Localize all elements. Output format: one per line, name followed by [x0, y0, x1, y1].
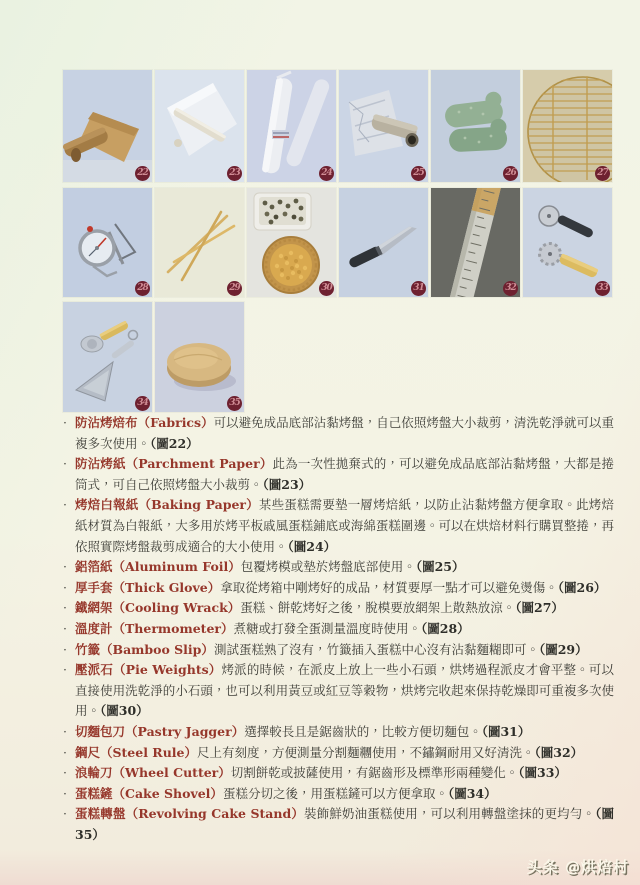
figure-number-badge: 29 [227, 281, 242, 296]
tool-term: 鋼尺（Steel Rule） [75, 744, 197, 760]
tool-item-29 [62, 640, 614, 661]
photo-illustration [247, 70, 336, 182]
bullet-dot: · [63, 600, 67, 616]
tool-desc: 可以避免成品底部沾黏烤盤，自己依照烤盤大小裁剪，清洗乾淨就可以重複多次使用。 [75, 415, 614, 451]
figure-ref: （圖33） [518, 765, 567, 781]
watermark: 头条 @烘焙村 [526, 858, 629, 876]
tool-item-30 [62, 660, 614, 722]
photo-illustration [431, 70, 520, 182]
photo-bread-knife [339, 188, 428, 297]
tool-item-25 [62, 557, 614, 578]
figure-ref: （圖27） [515, 600, 564, 616]
figure-ref: （圖29） [538, 641, 588, 657]
tool-desc: 切割餅乾或披薩使用，有鋸齒形及標準形兩種變化。 [230, 765, 519, 781]
tool-desc: 包覆烤模或墊於烤盤底部使用。 [240, 559, 416, 575]
tool-desc: 測試蛋糕熟了沒有，竹籤插入蛋糕中心沒有沾黏麵糊即可。 [213, 641, 539, 657]
tool-desc: 選擇較長且是鋸齒狀的，比較方便切麵包。 [244, 723, 482, 739]
photo-cooling-rack [523, 70, 612, 182]
tool-term: 厚手套（Thick Glove） [75, 579, 221, 595]
figure-ref: （圖23） [262, 476, 312, 492]
bullet-dot: · [63, 641, 67, 657]
photo-illustration [155, 70, 244, 182]
bullet-dot: · [63, 456, 67, 472]
bullet-dot: · [63, 559, 67, 575]
tool-term: 浪輪刀（Wheel Cutter） [75, 765, 231, 781]
tool-desc: 拿取從烤箱中剛烤好的成品，材質要厚一點才可以避免燙傷。 [220, 579, 558, 595]
tool-desc: 某些蛋糕需要墊一層烤焙紙，以防止沾黏烤盤方便拿取。此烤焙紙材質為白報紙，大多用於烤平板戚風蛋糕鋪底或海綿蛋糕圍邊。可以在烘焙材料行購買整捲，再依照實際烤盤裁剪成適合的大小使用。 [75, 497, 614, 554]
tool-glossary-list [62, 413, 614, 845]
bullet-dot: · [63, 662, 67, 678]
photo-pie-weights [247, 188, 336, 297]
photo-illustration [63, 302, 152, 412]
figure-number-badge: 34 [135, 396, 150, 411]
bullet-dot: · [63, 806, 67, 822]
photo-illustration [155, 302, 244, 412]
tool-term: 蛋糕鏟（Cake Shovel） [75, 785, 223, 801]
tool-term: 防沾烤焙布（Fabrics） [75, 415, 214, 430]
figure-number-badge: 23 [227, 166, 242, 181]
tool-term: 防沾烤紙（Parchment Paper） [75, 456, 273, 472]
figure-ref: （圖35） [75, 806, 614, 842]
figure-ref: （圖22） [150, 435, 199, 451]
figure-ref: （圖34） [447, 785, 497, 801]
tool-term: 鐵網架（Cooling Wrack） [75, 600, 241, 616]
figure-ref: （圖28） [421, 620, 470, 636]
photo-cake-shovel [63, 302, 152, 412]
tool-item-23 [62, 454, 614, 495]
tool-item-27 [62, 598, 614, 619]
tool-desc: 煮糖或打發全蛋測量溫度時使用。 [233, 620, 421, 636]
figure-ref: （圖24） [287, 538, 337, 554]
figure-number-badge: 32 [503, 281, 518, 296]
tool-item-22 [62, 413, 614, 454]
bullet-dot: · [63, 497, 67, 513]
photo-illustration [339, 70, 428, 182]
tool-desc: 蛋糕、餅乾烤好之後，脫模要放網架上散熱放涼。 [240, 600, 516, 616]
figure-number-badge: 35 [227, 396, 242, 411]
figure-number-badge: 28 [135, 281, 150, 296]
tool-item-26 [62, 578, 614, 599]
tool-desc: 裝飾鮮奶油蛋糕使用，可以利用轉盤塗抹的更均勻。 [304, 806, 596, 822]
figure-number-badge: 27 [595, 166, 610, 181]
tool-term: 溫度計（Thermometer） [75, 620, 234, 636]
bullet-dot: · [63, 785, 67, 801]
photo-illustration [523, 70, 612, 182]
tool-item-32 [62, 743, 614, 764]
tool-term: 壓派石（Pie Weights） [75, 662, 222, 678]
tool-desc: 尺上有刻度，方便測量分割麵糰使用，不鏽鋼耐用又好清洗。 [197, 744, 535, 760]
figure-number-badge: 31 [411, 281, 426, 296]
photo-aluminum-foil [339, 70, 428, 182]
tool-item-33 [62, 763, 614, 784]
tool-term: 切麵包刀（Pastry Jagger） [75, 723, 245, 739]
bullet-dot: · [63, 744, 67, 760]
figure-number-badge: 30 [319, 281, 334, 296]
photo-rolled-baking-paper [247, 70, 336, 182]
tool-item-31 [62, 722, 614, 743]
figure-ref: （圖30） [100, 703, 149, 719]
tool-item-28 [62, 619, 614, 640]
photo-revolving-cake-stand [155, 302, 244, 412]
tool-term: 鋁箔紙（Aluminum Foil） [75, 559, 241, 575]
photo-parchment-paper [155, 70, 244, 182]
figure-ref: （圖32） [534, 744, 584, 760]
photo-thick-oven-gloves [431, 70, 520, 182]
tool-desc: 烤派的時候，在派皮上放上一些小石頭，烘烤過程派皮才會平整。可以直接使用洗乾淨的小石頭，也可以利用黃豆或紅豆等穀物，烘烤完收起來保持乾燥即可重複多次使用。 [75, 662, 614, 719]
tool-item-34 [62, 784, 614, 805]
figure-ref: （圖31） [481, 723, 531, 739]
bullet-dot: · [63, 723, 67, 739]
photo-bamboo-skewers [155, 188, 244, 297]
figure-number-badge: 24 [319, 166, 334, 181]
photo-non-stick-baking-fabric [63, 70, 152, 182]
photo-illustration [63, 70, 152, 182]
tool-desc: 蛋糕分切之後，用蛋糕鏟可以方便拿取。 [222, 785, 448, 801]
bullet-dot: · [63, 765, 67, 781]
bullet-dot: · [63, 579, 67, 595]
tool-term: 竹籤（Bamboo Slip） [75, 641, 214, 657]
photo-steel-ruler [431, 188, 520, 297]
photo-thermometer [63, 188, 152, 297]
figure-number-badge: 22 [135, 166, 150, 181]
figure-number-badge: 25 [411, 166, 426, 181]
photo-wheel-cutters [523, 188, 612, 297]
figure-number-badge: 33 [595, 281, 610, 296]
bullet-dot: · [63, 620, 67, 636]
figure-ref: （圖26） [557, 579, 607, 595]
figure-number-badge: 26 [503, 166, 518, 181]
figure-ref: （圖25） [415, 559, 465, 575]
tool-term: 烤焙白報紙（Baking Paper） [75, 497, 259, 513]
tool-item-24 [62, 495, 614, 557]
tool-item-35 [62, 804, 614, 845]
tool-desc: 此為一次性拋棄式的，可以避免成品底部沾黏烤盤，大都是捲筒式，可自己依照烤盤大小裁剪。 [75, 456, 614, 492]
bullet-dot: · [63, 415, 67, 430]
tool-term: 蛋糕轉盤（Revolving Cake Stand） [75, 806, 305, 822]
